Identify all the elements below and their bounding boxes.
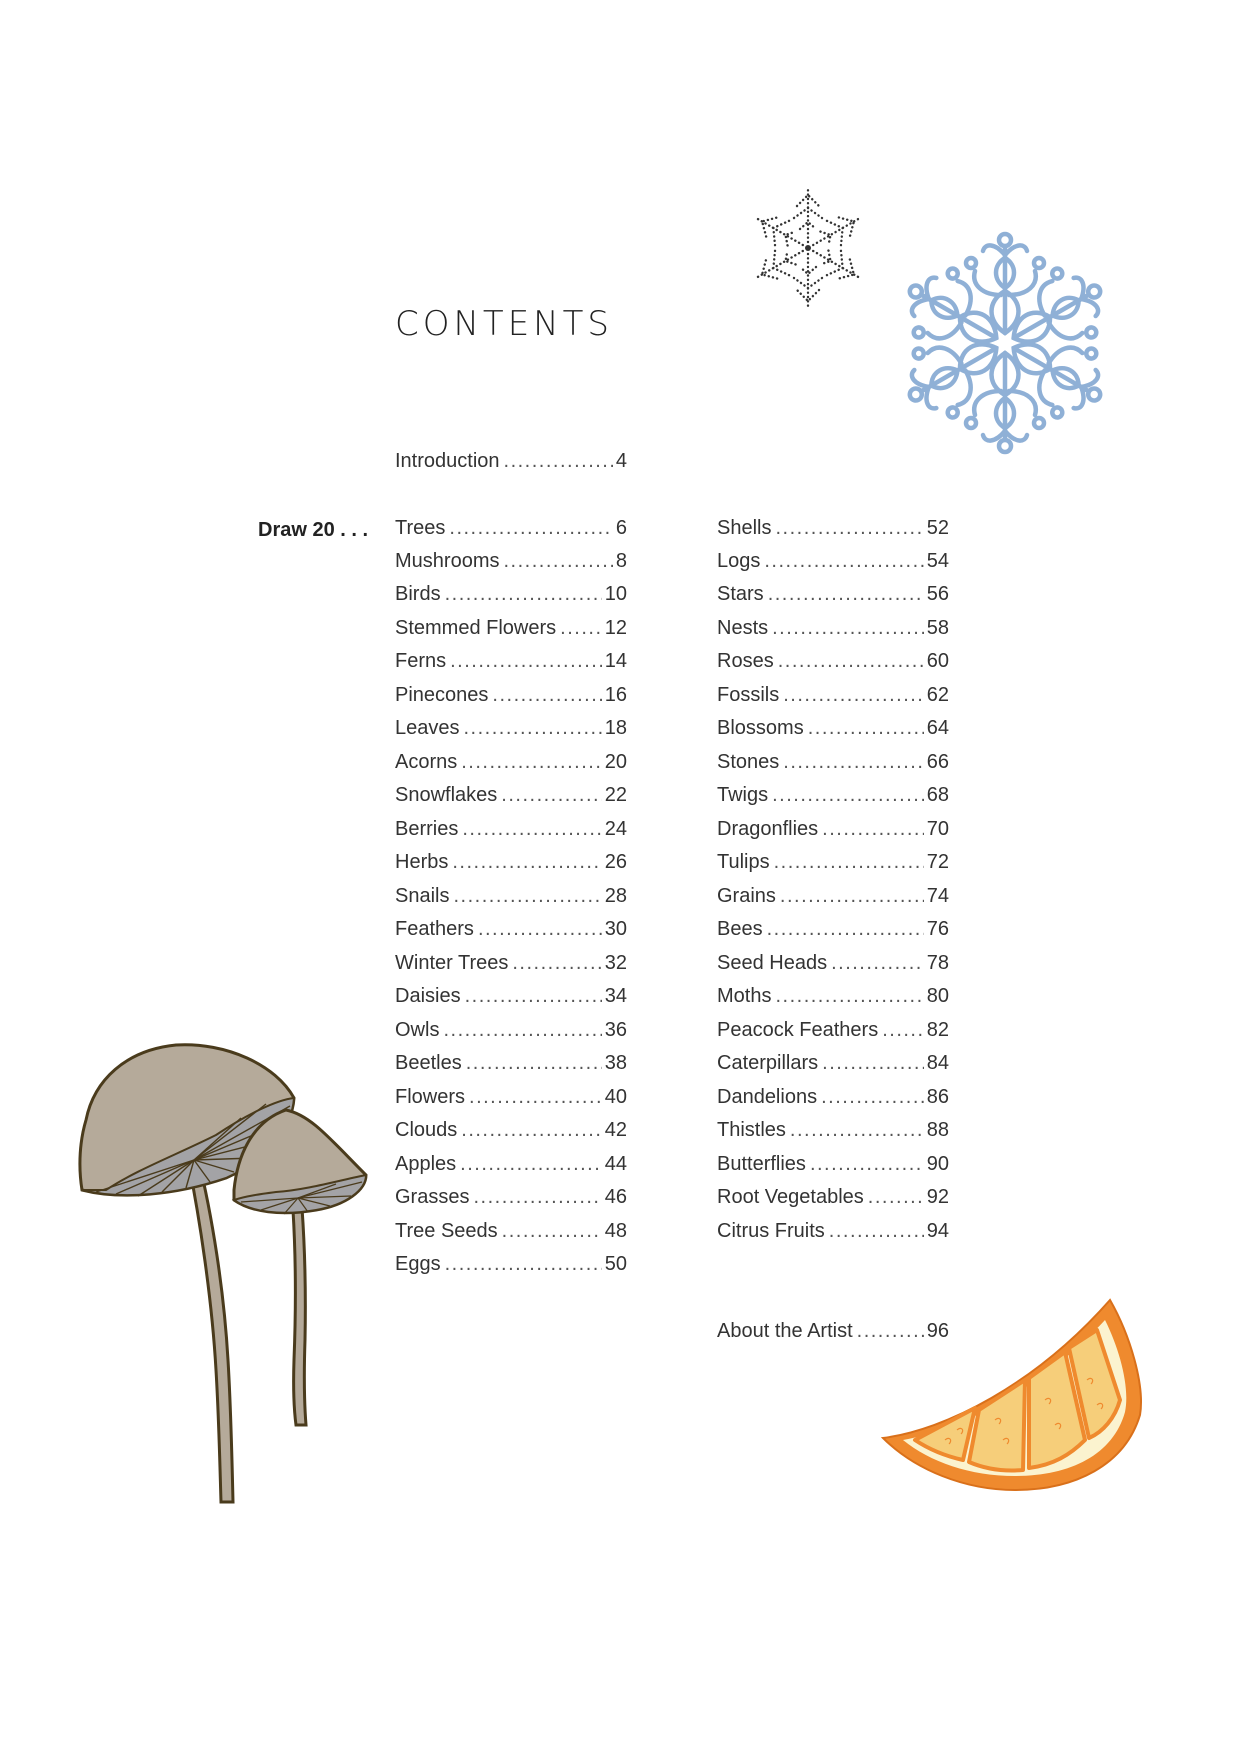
toc-entry-page: 50 bbox=[604, 1253, 627, 1275]
toc-entry-page: 8 bbox=[615, 550, 627, 572]
dot-leader bbox=[449, 517, 612, 540]
toc-entry-page: 6 bbox=[615, 517, 627, 539]
dot-leader bbox=[461, 751, 602, 774]
toc-entry-title: Butterflies bbox=[717, 1153, 806, 1175]
toc-entry-title: Moths bbox=[717, 985, 772, 1007]
toc-entry[interactable] bbox=[717, 851, 949, 877]
toc-entry[interactable] bbox=[717, 918, 949, 944]
dot-leader bbox=[780, 885, 924, 908]
toc-entry[interactable] bbox=[717, 985, 949, 1011]
dot-leader bbox=[461, 1119, 601, 1142]
toc-entry-title: Blossoms bbox=[717, 717, 804, 739]
toc-entry[interactable] bbox=[395, 784, 627, 810]
toc-entry-page: 80 bbox=[926, 985, 949, 1007]
toc-entry-title: Ferns bbox=[395, 650, 447, 672]
dot-leader bbox=[764, 550, 923, 573]
toc-entry[interactable] bbox=[395, 550, 627, 576]
toc-entry[interactable] bbox=[395, 918, 627, 944]
toc-entry-title: Leaves bbox=[395, 717, 460, 739]
dot-leader bbox=[464, 717, 602, 740]
toc-entry[interactable] bbox=[395, 1253, 627, 1279]
toc-entry-page: 38 bbox=[604, 1052, 627, 1074]
toc-entry[interactable] bbox=[717, 650, 949, 676]
toc-entry[interactable] bbox=[395, 818, 627, 844]
toc-entry-page: 18 bbox=[604, 717, 627, 739]
dot-leader bbox=[466, 1052, 602, 1075]
toc-entry-page: 30 bbox=[604, 918, 627, 940]
toc-entry-page: 4 bbox=[615, 450, 627, 472]
toc-entry-page: 88 bbox=[926, 1119, 949, 1141]
toc-entry[interactable] bbox=[395, 1220, 627, 1246]
toc-entry-title: Root Vegetables bbox=[717, 1186, 864, 1208]
toc-entry-title: Pinecones bbox=[395, 684, 489, 706]
dot-leader bbox=[775, 517, 923, 540]
page-title: CONTENTS bbox=[395, 304, 613, 344]
toc-entry[interactable] bbox=[395, 952, 627, 978]
dot-leader bbox=[821, 1086, 924, 1109]
toc-entry-title: Nests bbox=[717, 617, 769, 639]
toc-entry-page: 94 bbox=[926, 1220, 949, 1242]
toc-entry-title: Berries bbox=[395, 818, 459, 840]
dot-leader bbox=[469, 1086, 602, 1109]
toc-entry[interactable] bbox=[395, 684, 627, 710]
toc-entry[interactable] bbox=[395, 1153, 627, 1179]
toc-entry[interactable] bbox=[395, 1119, 627, 1145]
dot-leader bbox=[829, 1220, 924, 1243]
dot-leader bbox=[492, 684, 601, 707]
toc-entry-page: 60 bbox=[926, 650, 949, 672]
dot-leader bbox=[783, 751, 923, 774]
toc-entry-title: Feathers bbox=[395, 918, 474, 940]
dot-leader bbox=[772, 784, 924, 807]
toc-entry-page: 48 bbox=[604, 1220, 627, 1242]
toc-entry-page: 46 bbox=[604, 1186, 627, 1208]
toc-entry-page: 10 bbox=[604, 583, 627, 605]
dot-leader bbox=[504, 450, 613, 473]
toc-entry-title: Bees bbox=[717, 918, 763, 940]
toc-entry[interactable] bbox=[717, 583, 949, 609]
toc-entry-page: 96 bbox=[926, 1320, 949, 1342]
toc-entry[interactable] bbox=[717, 1220, 949, 1246]
toc-entry-page: 12 bbox=[604, 617, 627, 639]
toc-entry-title: Caterpillars bbox=[717, 1052, 819, 1074]
toc-entry[interactable] bbox=[717, 1052, 949, 1078]
toc-entry-page: 54 bbox=[926, 550, 949, 572]
toc-entry[interactable] bbox=[717, 818, 949, 844]
dot-leader bbox=[772, 617, 924, 640]
dot-leader bbox=[783, 684, 924, 707]
toc-entry[interactable] bbox=[717, 550, 949, 576]
toc-entry-page: 66 bbox=[926, 751, 949, 773]
toc-entry-page: 22 bbox=[604, 784, 627, 806]
toc-entry-page: 72 bbox=[926, 851, 949, 873]
toc-entry-title: Daisies bbox=[395, 985, 461, 1007]
toc-entry-title: Seed Heads bbox=[717, 952, 828, 974]
toc-entry[interactable] bbox=[395, 1019, 627, 1045]
dot-leader bbox=[775, 985, 923, 1008]
toc-entry-title: Introduction bbox=[395, 450, 500, 472]
toc-entry-title: Eggs bbox=[395, 1253, 441, 1275]
toc-entry-page: 84 bbox=[926, 1052, 949, 1074]
toc-entry[interactable] bbox=[717, 751, 949, 777]
toc-entry-page: 44 bbox=[604, 1153, 627, 1175]
toc-entry-title: Winter Trees bbox=[395, 952, 509, 974]
toc-entry-title: Citrus Fruits bbox=[717, 1220, 825, 1242]
toc-entry-page: 76 bbox=[926, 918, 949, 940]
dot-leader bbox=[478, 918, 602, 941]
toc-entry-title: Snowflakes bbox=[395, 784, 498, 806]
toc-entry[interactable] bbox=[717, 1019, 949, 1045]
toc-entry-title: Beetles bbox=[395, 1052, 462, 1074]
toc-entry[interactable] bbox=[717, 517, 949, 543]
blue-snowflake-icon bbox=[895, 223, 1115, 463]
toc-entry-title: Stars bbox=[717, 583, 764, 605]
toc-entry-title: Fossils bbox=[717, 684, 780, 706]
toc-entry-page: 36 bbox=[604, 1019, 627, 1041]
dot-leader bbox=[822, 818, 924, 841]
toc-entry-page: 78 bbox=[926, 952, 949, 974]
dot-leader bbox=[460, 1153, 602, 1176]
toc-entry[interactable] bbox=[717, 1086, 949, 1112]
toc-entry-page: 40 bbox=[604, 1086, 627, 1108]
toc-entry[interactable] bbox=[395, 985, 627, 1011]
toc-entry-title: Trees bbox=[395, 517, 446, 539]
toc-entry-page: 20 bbox=[604, 751, 627, 773]
toc-entry-introduction[interactable] bbox=[395, 450, 627, 476]
toc-entry-page: 56 bbox=[926, 583, 949, 605]
toc-entry[interactable] bbox=[395, 851, 627, 877]
toc-entry-title: Thistles bbox=[717, 1119, 786, 1141]
dot-leader bbox=[882, 1019, 924, 1042]
toc-entry-title: Peacock Feathers bbox=[717, 1019, 879, 1041]
dot-leader bbox=[810, 1153, 924, 1176]
toc-entry-title: Grains bbox=[717, 885, 776, 907]
toc-entry[interactable] bbox=[395, 1186, 627, 1212]
toc-entry-title: Herbs bbox=[395, 851, 449, 873]
toc-entry-page: 74 bbox=[926, 885, 949, 907]
dot-leader bbox=[808, 717, 924, 740]
dot-leader bbox=[452, 851, 601, 874]
toc-entry-page: 58 bbox=[926, 617, 949, 639]
section-label: Draw 20 . . . bbox=[258, 519, 369, 541]
toc-entry-title: Shells bbox=[717, 517, 772, 539]
toc-entry-page: 82 bbox=[926, 1019, 949, 1041]
toc-entry-title: Grasses bbox=[395, 1186, 470, 1208]
toc-entry[interactable] bbox=[717, 1119, 949, 1145]
toc-entry-page: 70 bbox=[926, 818, 949, 840]
toc-entry-title: Acorns bbox=[395, 751, 458, 773]
toc-entry-title: Roses bbox=[717, 650, 774, 672]
toc-entry[interactable] bbox=[717, 1186, 949, 1212]
toc-entry-page: 62 bbox=[926, 684, 949, 706]
toc-entry[interactable] bbox=[717, 952, 949, 978]
dot-leader bbox=[822, 1052, 924, 1075]
toc-entry-title: Dandelions bbox=[717, 1086, 818, 1108]
toc-entry[interactable] bbox=[395, 583, 627, 609]
dot-leader bbox=[868, 1186, 924, 1209]
toc-entry[interactable] bbox=[395, 650, 627, 676]
toc-entry-page: 26 bbox=[604, 851, 627, 873]
dot-leader bbox=[445, 1253, 602, 1276]
toc-entry-title: Logs bbox=[717, 550, 761, 572]
toc-entry-title: Dragonflies bbox=[717, 818, 819, 840]
toc-entry[interactable] bbox=[395, 1086, 627, 1112]
dot-leader bbox=[560, 617, 602, 640]
toc-entry-title: Snails bbox=[395, 885, 450, 907]
toc-entry-title: Tulips bbox=[717, 851, 770, 873]
toc-entry-page: 28 bbox=[604, 885, 627, 907]
toc-entry-title: Tree Seeds bbox=[395, 1220, 498, 1242]
toc-entry-page: 34 bbox=[604, 985, 627, 1007]
dot-leader bbox=[767, 918, 924, 941]
dot-leader bbox=[831, 952, 924, 975]
toc-entry-title: Owls bbox=[395, 1019, 440, 1041]
toc-entry-title: Apples bbox=[395, 1153, 457, 1175]
mushroom-icon bbox=[76, 1040, 376, 1520]
dot-leader bbox=[445, 583, 602, 606]
dot-leader bbox=[443, 1019, 601, 1042]
dot-leader bbox=[768, 583, 924, 606]
dot-leader bbox=[501, 784, 601, 807]
toc-entry-page: 32 bbox=[604, 952, 627, 974]
toc-entry-title: Stemmed Flowers bbox=[395, 617, 557, 639]
toc-entry-page: 86 bbox=[926, 1086, 949, 1108]
toc-entry-page: 68 bbox=[926, 784, 949, 806]
toc-entry-page: 24 bbox=[604, 818, 627, 840]
toc-entry[interactable] bbox=[395, 1052, 627, 1078]
toc-entry[interactable] bbox=[395, 885, 627, 911]
toc-entry[interactable] bbox=[395, 617, 627, 643]
dot-leader bbox=[473, 1186, 601, 1209]
dot-leader bbox=[778, 650, 924, 673]
toc-entry[interactable] bbox=[717, 717, 949, 743]
toc-entry[interactable] bbox=[717, 684, 949, 710]
toc-entry-page: 92 bbox=[926, 1186, 949, 1208]
dot-leader bbox=[774, 851, 924, 874]
toc-entry[interactable] bbox=[717, 885, 949, 911]
toc-entry[interactable] bbox=[717, 784, 949, 810]
dot-leader bbox=[465, 985, 602, 1008]
toc-entry-title: Stones bbox=[717, 751, 780, 773]
dot-leader bbox=[790, 1119, 924, 1142]
dot-leader bbox=[462, 818, 601, 841]
toc-entry-title: Mushrooms bbox=[395, 550, 500, 572]
toc-entry-page: 14 bbox=[604, 650, 627, 672]
dotted-snowflake-icon bbox=[743, 183, 873, 313]
toc-entry-page: 52 bbox=[926, 517, 949, 539]
toc-entry[interactable] bbox=[395, 717, 627, 743]
toc-entry-page: 90 bbox=[926, 1153, 949, 1175]
toc-entry-title: Flowers bbox=[395, 1086, 466, 1108]
toc-entry-title: Birds bbox=[395, 583, 441, 605]
orange-slice-icon bbox=[875, 1290, 1175, 1500]
toc-entry[interactable] bbox=[717, 1153, 949, 1179]
toc-entry-title: Twigs bbox=[717, 784, 769, 806]
toc-entry-page: 64 bbox=[926, 717, 949, 739]
toc-entry[interactable] bbox=[717, 617, 949, 643]
toc-entry-page: 16 bbox=[604, 684, 627, 706]
toc-entry-page: 42 bbox=[604, 1119, 627, 1141]
toc-entry[interactable] bbox=[395, 751, 627, 777]
dot-leader bbox=[503, 550, 612, 573]
dot-leader bbox=[453, 885, 601, 908]
toc-entry[interactable] bbox=[395, 517, 627, 543]
dot-leader bbox=[450, 650, 602, 673]
toc-entry-title: About the Artist bbox=[717, 1320, 853, 1342]
dot-leader bbox=[502, 1220, 602, 1243]
dot-leader bbox=[512, 952, 601, 975]
toc-entry-title: Clouds bbox=[395, 1119, 458, 1141]
